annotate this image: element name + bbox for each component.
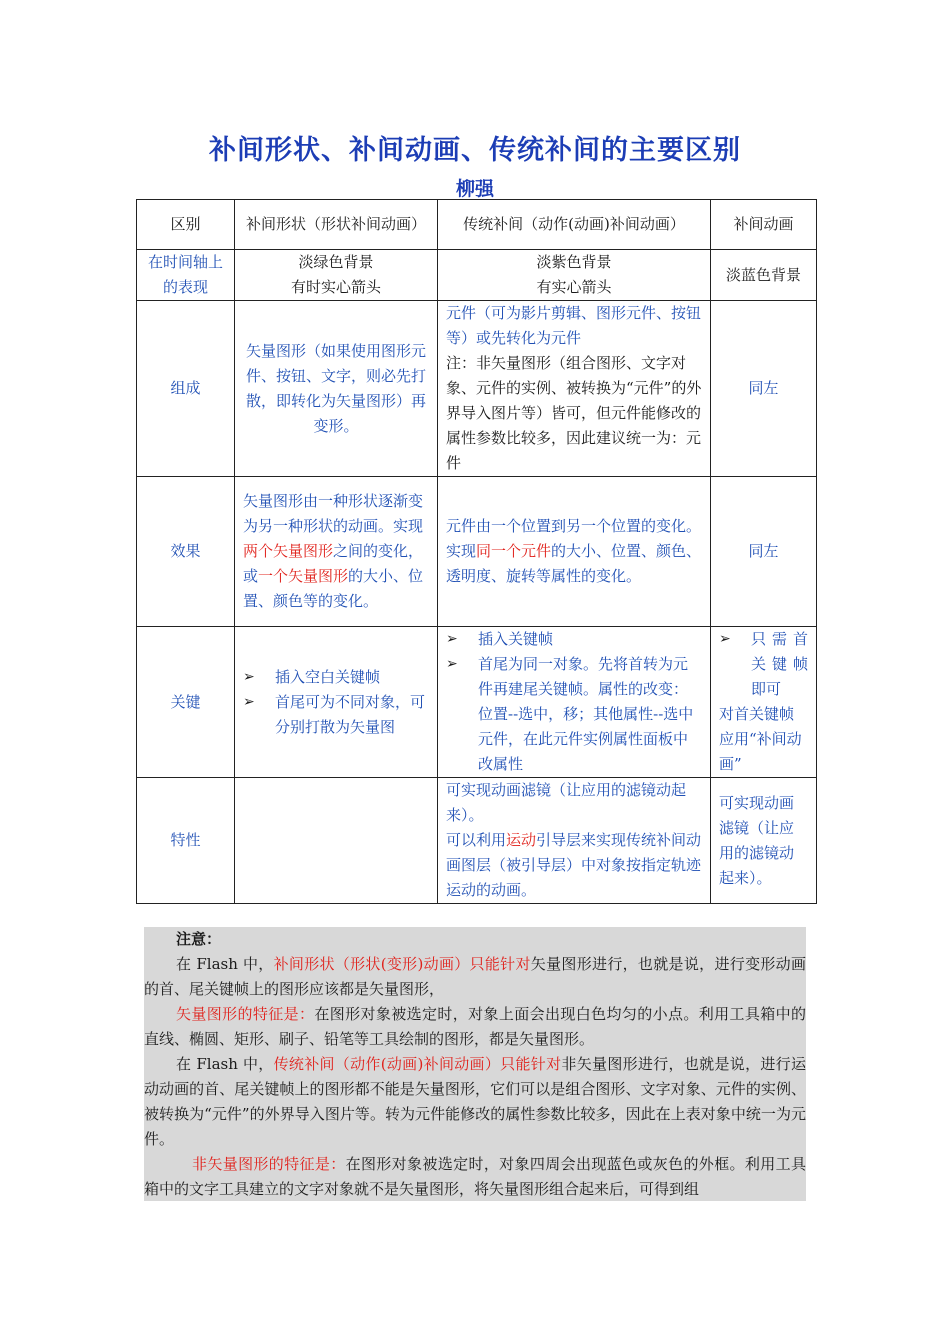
effect-classic-text: 元件由一个位置到另一个位置的变化。实现 (446, 517, 702, 560)
row-label: 特性 (137, 778, 235, 904)
feature-classic-span: 引导层来实现传统补间动画图层（被引导层）中对象按指定轨迹运动的动画。 (446, 831, 702, 899)
row-label: 在时间轴上的表现 (137, 250, 235, 301)
note-paragraph (144, 1052, 806, 1152)
table-row-timeline (137, 250, 817, 301)
note-heading: 注意： (176, 930, 222, 948)
key-shape-cell (235, 627, 438, 778)
note-highlight: 非矢量图形的特征是： (192, 1155, 346, 1173)
composition-classic-note: 注：非矢量图形（组合图形、文字对象、元件的实例、被转换为“元件”的外界导入图片等）皆可，但元件能修改的属性参数比较多，因此建议统一为：元件 (446, 354, 702, 472)
effect-shape-text: 之间的变化，或 (243, 542, 424, 585)
note-paragraph (144, 1002, 806, 1052)
note-highlight: 矢量图形的特征是： (176, 1005, 315, 1023)
feature-classic-text: 可实现动画滤镜（让应用的滤镜动起来）。 (446, 781, 687, 824)
key-motion-list (719, 627, 808, 702)
header-cell: 区别 (137, 200, 235, 250)
header-cell: 补间形状（形状补间动画） (235, 200, 438, 250)
note-text: 矢量图形进行，也就是说，进行变形动画的首、尾关键帧上的图形应该都是矢量图形， (144, 955, 806, 998)
table-row-composition (137, 301, 817, 477)
note-text: 非矢量图形进行，也就是说，进行运动动画的首、尾关键帧上的图形都不能是矢量图形，它们可以是组合图形、文字对象、元件的实例、被转换为“元件”的外界导入图片等。转为元件能修改的属性参数比较多，因此在上表对象中统一为元件。 (144, 1055, 806, 1148)
feature-motion-cell: 可实现动画滤镜（让应用的滤镜动起来）。 (711, 778, 817, 904)
effect-shape-cell (235, 477, 438, 627)
note-box (144, 927, 806, 1201)
timeline-classic-cell (438, 250, 711, 301)
note-text: 在 Flash 中， (176, 1055, 274, 1073)
note-text: 在图形对象被选定时，对象四周会出现蓝色或灰色的外框。利用工具箱中的文字工具建立的文字对象就不是矢量图形，将矢量图形组合起来后，可得到组 (144, 1155, 806, 1198)
key-motion-text: 对首关键帧应用“补间动画” (719, 705, 802, 773)
composition-classic-cell (438, 301, 711, 477)
list-item: ➢ 首尾可为不同对象，可分别打散为矢量图 (243, 690, 429, 740)
list-item: ➢ 只需首关键帧即可 (719, 627, 808, 702)
table-header-row (137, 200, 817, 250)
timeline-classic-line: 淡紫色背景 (536, 253, 612, 271)
header-cell: 传统补间（动作(动画)补间动画） (438, 200, 711, 250)
author-name: 柳强 (455, 178, 494, 200)
note-highlight: 传统补间（动作(动画)补间动画）只能针对 (273, 1055, 562, 1073)
table-row-feature (137, 778, 817, 904)
effect-shape-highlight: 一个矢量图形 (258, 567, 349, 585)
row-label: 效果 (137, 477, 235, 627)
composition-motion-cell: 同左 (711, 301, 817, 477)
effect-shape-text: 的大小、位置、颜色等的变化。 (243, 567, 424, 610)
feature-classic-span: 可以利用 (446, 831, 507, 849)
effect-shape-text: 矢量图形由一种形状逐渐变为另一种形状的动画。实现 (243, 492, 424, 535)
table-row-key (137, 627, 817, 778)
feature-classic-highlight: 运动 (506, 831, 537, 849)
row-label: 组成 (137, 301, 235, 477)
effect-shape-highlight: 两个矢量图形 (243, 542, 334, 560)
timeline-shape-cell (235, 250, 438, 301)
timeline-shape-line: 有时实心箭头 (290, 278, 381, 296)
key-classic-cell (438, 627, 711, 778)
header-cell: 补间动画 (711, 200, 817, 250)
list-item: ➢ 首尾为同一对象。先将首转为元件再建尾关键帧。属性的改变：位置--选中，移；其他属性--选中元件，在此元件实例属性面板中改属性 (446, 652, 702, 777)
list-item: ➢ 插入空白关键帧 (243, 665, 429, 690)
note-paragraph (144, 952, 806, 1002)
feature-classic-text (446, 828, 702, 903)
effect-motion-cell: 同左 (711, 477, 817, 627)
timeline-classic-line: 有实心箭头 (536, 278, 612, 296)
composition-classic-text: 元件（可为影片剪辑、图形元件、按钮等）或先转化为元件 (446, 304, 702, 347)
key-motion-cell (711, 627, 817, 778)
note-paragraph (144, 1152, 806, 1201)
note-text: 在图形对象被选定时，对象上面会出现白色均匀的小点。利用工具箱中的直线、椭圆、矩形、刷子、铅笔等工具绘制的图形，都是矢量图形。 (144, 1005, 806, 1048)
composition-shape-cell: 矢量图形（如果使用图形元件、按钮、文字，则必先打散，即转化为矢量图形）再变形。 (235, 301, 438, 477)
feature-classic-cell (438, 778, 711, 904)
effect-classic-highlight: 同一个元件 (476, 542, 552, 560)
list-item: ➢ 插入关键帧 (446, 627, 702, 652)
key-shape-list (243, 665, 429, 740)
page-title: 补间形状、补间动画、传统补间的主要区别 (209, 135, 741, 166)
effect-classic-cell (438, 477, 711, 627)
timeline-motion-cell: 淡蓝色背景 (711, 250, 817, 301)
timeline-shape-line: 淡绿色背景 (298, 253, 374, 271)
row-label: 关键 (137, 627, 235, 778)
feature-shape-cell (235, 778, 438, 904)
note-highlight: 补间形状（形状(变形)动画）只能针对 (273, 955, 531, 973)
table-row-effect (137, 477, 817, 627)
note-text: 在 Flash 中， (176, 955, 274, 973)
key-classic-list (446, 627, 702, 777)
comparison-table (136, 199, 817, 904)
effect-classic-text: 的大小、位置、颜色、透明度、旋转等属性的变化。 (446, 542, 702, 585)
